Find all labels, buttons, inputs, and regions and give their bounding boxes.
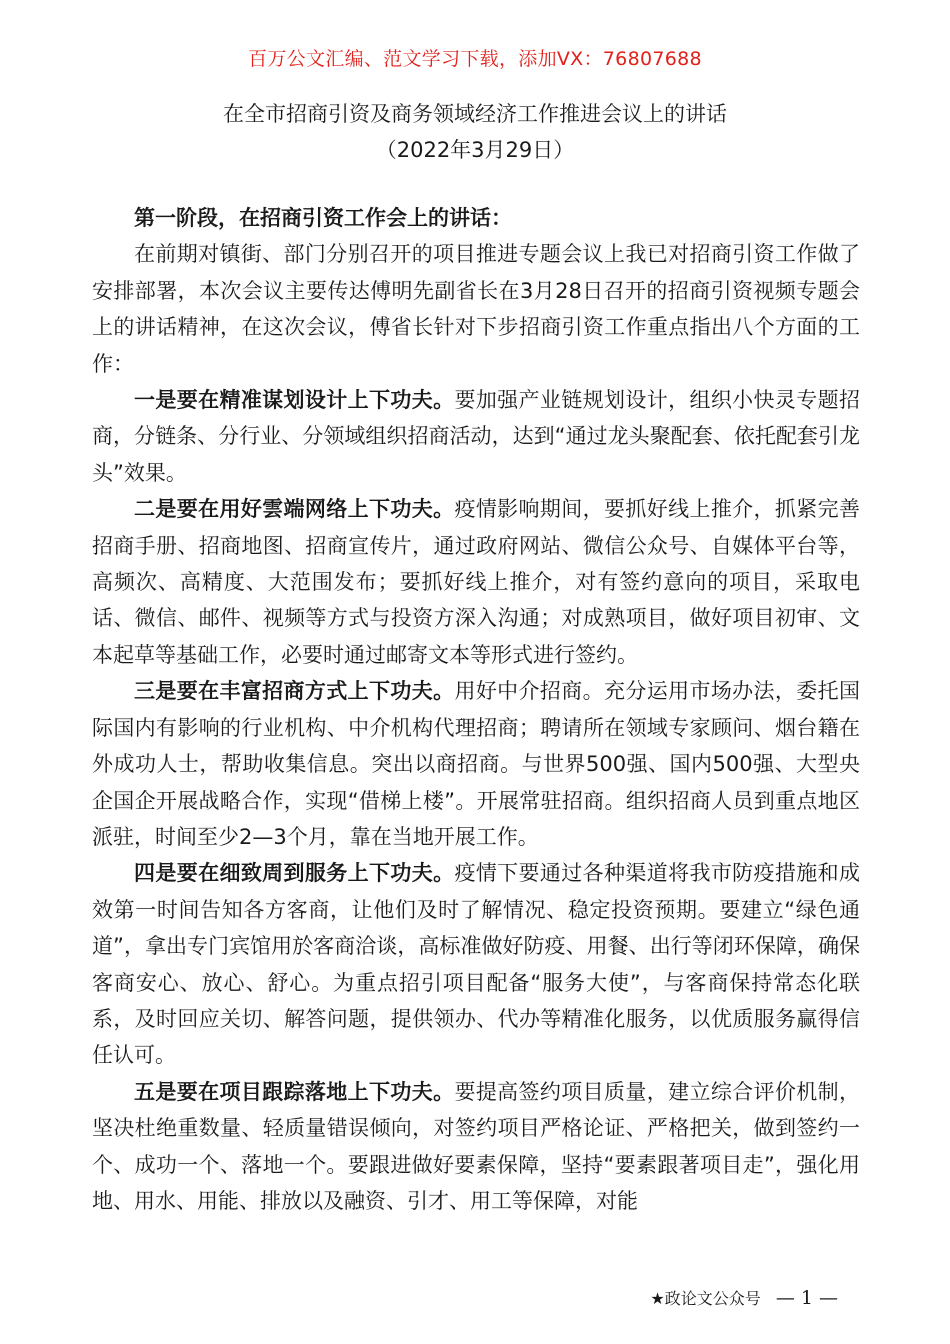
point-paragraph-3 xyxy=(92,673,860,855)
point-lead: 二是要在用好雲端网络上下功夫。 xyxy=(134,497,455,522)
point-text: 用好中介招商。充分运用市场办法，委托国际国内有影响的行业机构、中介机构代理招商；聘请所在领域专家顾问、烟台籍在外成功人士，帮助收集信息。突出以商招商。与世界500强、国内500强、大型央企国企开展战略合作，实现“借梯上楼”。开展常驻招商。组织招商人员到重点地区派驻，时间至少2—3个月，靠在当地开展工作。 xyxy=(92,679,860,849)
document-body xyxy=(92,200,860,1219)
point-lead: 五是要在项目跟踪落地上下功夫。 xyxy=(134,1079,455,1104)
point-lead: 三是要在丰富招商方式上下功夫。 xyxy=(134,679,455,704)
point-text: 疫情影响期间，要抓好线上推介，抓紧完善招商手册、招商地图、招商宣传片，通过政府网站、微信公众号、自媒体平台等，高频次、高精度、大范围发布；要抓好线上推介，对有签约意向的项目，采取电话、微信、邮件、视频等方式与投资方深入沟通；对成熟项目，做好项目初审、文本起草等基础工作，必要时通过邮寄文本等形式进行签约。 xyxy=(92,497,860,667)
point-lead: 四是要在细致周到服务上下功夫。 xyxy=(134,861,455,886)
point-text: 要提高签约项目质量，建立综合评价机制，坚决杜绝重数量、轻质量错误倾向，对签约项目严格论证、严格把关，做到签约一个、成功一个、落地一个。要跟进做好要素保障，坚持“要素跟著项目走”，强化用地、用水、用能、排放以及融资、引才、用工等保障，对能 xyxy=(92,1079,860,1213)
point-paragraph-1 xyxy=(92,382,860,491)
page-number: — 1 — xyxy=(775,1287,838,1309)
point-lead: 一是要在精准谋划设计上下功夫。 xyxy=(134,388,455,413)
intro-paragraph: 在前期对镇街、部门分别召开的项目推进专题会议上我已对招商引资工作做了安排部署，本次会议主要传达傅明先副省长在3月28日召开的招商引资视频专题会上的讲话精神，在这次会议，傅省长针对下步招商引资工作重点指出八个方面的工作： xyxy=(92,242,860,376)
footer-source: ★政论文公众号 xyxy=(650,1289,761,1308)
watermark-header: 百万公文汇编、范文学习下载，添加VX：76807688 xyxy=(248,48,702,70)
page-footer xyxy=(650,1286,838,1309)
point-paragraph-4 xyxy=(92,855,860,1073)
point-text: 疫情下要通过各种渠道将我市防疫措施和成效第一时间告知各方客商，让他们及时了解情况、稳定投资预期。要建立“绿色通道”，拿出专门宾馆用於客商洽谈，高标准做好防疫、用餐、出行等闭环保障，确保客商安心、放心、舒心。为重点招引项目配备“服务大使”，与客商保持常态化联系，及时回应关切、解答问题，提供领办、代办等精准化服务，以优质服务赢得信任认可。 xyxy=(92,861,860,1068)
point-paragraph-5 xyxy=(92,1074,860,1220)
section-heading: 第一阶段，在招商引资工作会上的讲话： xyxy=(134,206,512,230)
page-title: 在全市招商引资及商务领域经济工作推进会议上的讲话 xyxy=(223,102,727,126)
point-paragraph-2 xyxy=(92,491,860,673)
point-text: 要加强产业链规划设计，组织小快灵专题招商，分链条、分行业、分领域组织招商活动，达到“通过龙头聚配套、依托配套引龙头”效果。 xyxy=(92,388,860,485)
document-title-block xyxy=(0,96,950,168)
title-date: （2022年3月29日） xyxy=(375,138,575,162)
